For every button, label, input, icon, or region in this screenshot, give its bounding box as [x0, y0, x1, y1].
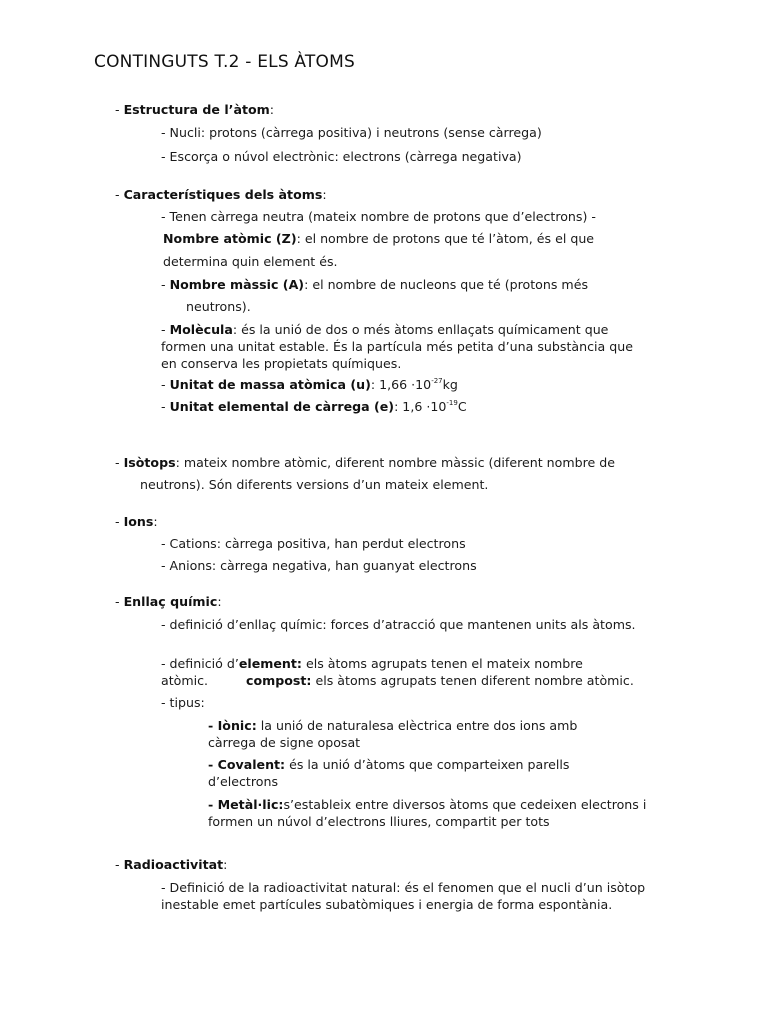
bond-type-metalic — [208, 796, 670, 830]
bullet-dash: - — [115, 187, 124, 202]
heading-text: Ions — [123, 514, 154, 529]
term: - Covalent: — [208, 757, 286, 772]
heading-text: Enllaç químic — [123, 594, 218, 609]
definition-text: : mateix nombre atòmic, diferent nombre màssic (diferent nombre de — [175, 455, 616, 470]
list-item: - Nucli: protons (càrrega positiva) i neutrons (sense càrrega) — [161, 125, 542, 140]
term: Unitat elemental de càrrega (e) — [169, 399, 395, 414]
colon: : — [223, 857, 228, 872]
definition-uma — [161, 376, 458, 393]
definition-continuation: determina quin element és. — [163, 254, 338, 269]
colon: : — [322, 187, 327, 202]
definition-carrega — [161, 398, 467, 415]
definition-molecula — [161, 321, 651, 372]
colon: : — [153, 514, 158, 529]
definition-element — [161, 655, 583, 672]
bullet-dash: - — [115, 102, 124, 117]
definition-text: els àtoms agrupats tenen diferent nombre atòmic. — [311, 673, 634, 688]
colon: : — [269, 102, 274, 117]
bullet-dash: - — [115, 594, 124, 609]
section-heading-ions — [115, 513, 158, 530]
bullet-dash: - — [115, 514, 124, 529]
definition-element-cont: atòmic. — [161, 673, 209, 688]
definition-compost — [246, 672, 634, 689]
definition-text: els àtoms agrupats tenen el mateix nombre — [301, 656, 583, 671]
section-heading-isotops — [115, 454, 615, 471]
colon: : — [217, 594, 222, 609]
definition-text: : és la unió de dos o més àtoms enllaçats químicament que formen una unitat estable. És la partícula més petita d’una substància que en conserva les propietats químiques. — [161, 322, 633, 371]
term: - Iònic: — [208, 718, 257, 733]
definition-nombre-atomic — [163, 230, 594, 247]
page-title: CONTINGUTS T.2 - ELS ÀTOMS — [94, 52, 355, 72]
definition-nombre-massic — [161, 276, 588, 293]
term: - Metàl·lic: — [208, 797, 284, 812]
bond-type-covalent — [208, 756, 608, 790]
term: Nombre atòmic (Z) — [163, 231, 297, 246]
bullet-dash: - — [161, 399, 170, 414]
bullet-dash: - — [115, 455, 124, 470]
section-heading-caracteristiques — [115, 186, 327, 203]
definition-text: : el nombre de protons que té l’àtom, és el que — [296, 231, 595, 246]
list-item: - Anions: càrrega negativa, han guanyat electrons — [161, 558, 477, 573]
list-item: - tipus: — [161, 695, 205, 710]
list-item: - Tenen càrrega neutra (mateix nombre de protons que d’electrons) - — [161, 209, 596, 224]
heading-text: Isòtops — [123, 455, 176, 470]
bullet-dash: - — [161, 277, 170, 292]
term: compost: — [246, 673, 312, 688]
definition-text: s’estableix entre diversos àtoms que cedeixen electrons i formen un núvol d’electrons lliures, compartit per tots — [208, 797, 647, 829]
exponent: -19 — [446, 399, 458, 407]
bond-type-ionic — [208, 717, 628, 751]
definition-continuation: neutrons). — [186, 299, 251, 314]
exponent: -27 — [431, 377, 443, 385]
prefix: - definició d’ — [161, 656, 239, 671]
section-heading-enllac — [115, 593, 222, 610]
definition-text: la unió de naturalesa elèctrica entre dos ions amb càrrega de signe oposat — [208, 718, 578, 750]
heading-text: Estructura de l’àtom — [123, 102, 270, 117]
list-item: - Escorça o núvol electrònic: electrons (càrrega negativa) — [161, 149, 522, 164]
unit: kg — [442, 377, 458, 392]
section-heading-radioactivitat — [115, 856, 227, 873]
list-item: - definició d’enllaç químic: forces d’atracció que mantenen units als àtoms. — [161, 617, 636, 632]
list-item: - Cations: càrrega positiva, han perdut electrons — [161, 536, 466, 551]
bullet-dash: - — [115, 857, 124, 872]
definition-text: és la unió d’àtoms que comparteixen parells d’electrons — [208, 757, 570, 789]
definition-text: : el nombre de nucleons que té (protons més — [304, 277, 589, 292]
bullet-dash: - — [161, 377, 170, 392]
heading-text: Radioactivitat — [123, 857, 224, 872]
list-item: - Definició de la radioactivitat natural: és el fenomen que el nucli d’un isòtop inestable emet partícules subatòmiques i energia de forma espontània. — [161, 880, 646, 912]
unit: C — [457, 399, 467, 414]
value: : 1,6 ·10 — [394, 399, 447, 414]
term: Molècula — [169, 322, 233, 337]
term: Unitat de massa atòmica (u) — [169, 377, 371, 392]
term: Nombre màssic (A) — [169, 277, 305, 292]
bullet-dash: - — [161, 322, 170, 337]
value: : 1,66 ·10 — [370, 377, 432, 392]
section-heading-estructura — [115, 101, 274, 118]
term: element: — [238, 656, 302, 671]
definition-continuation: neutrons). Són diferents versions d’un mateix element. — [140, 477, 489, 492]
heading-text: Característiques dels àtoms — [123, 187, 323, 202]
